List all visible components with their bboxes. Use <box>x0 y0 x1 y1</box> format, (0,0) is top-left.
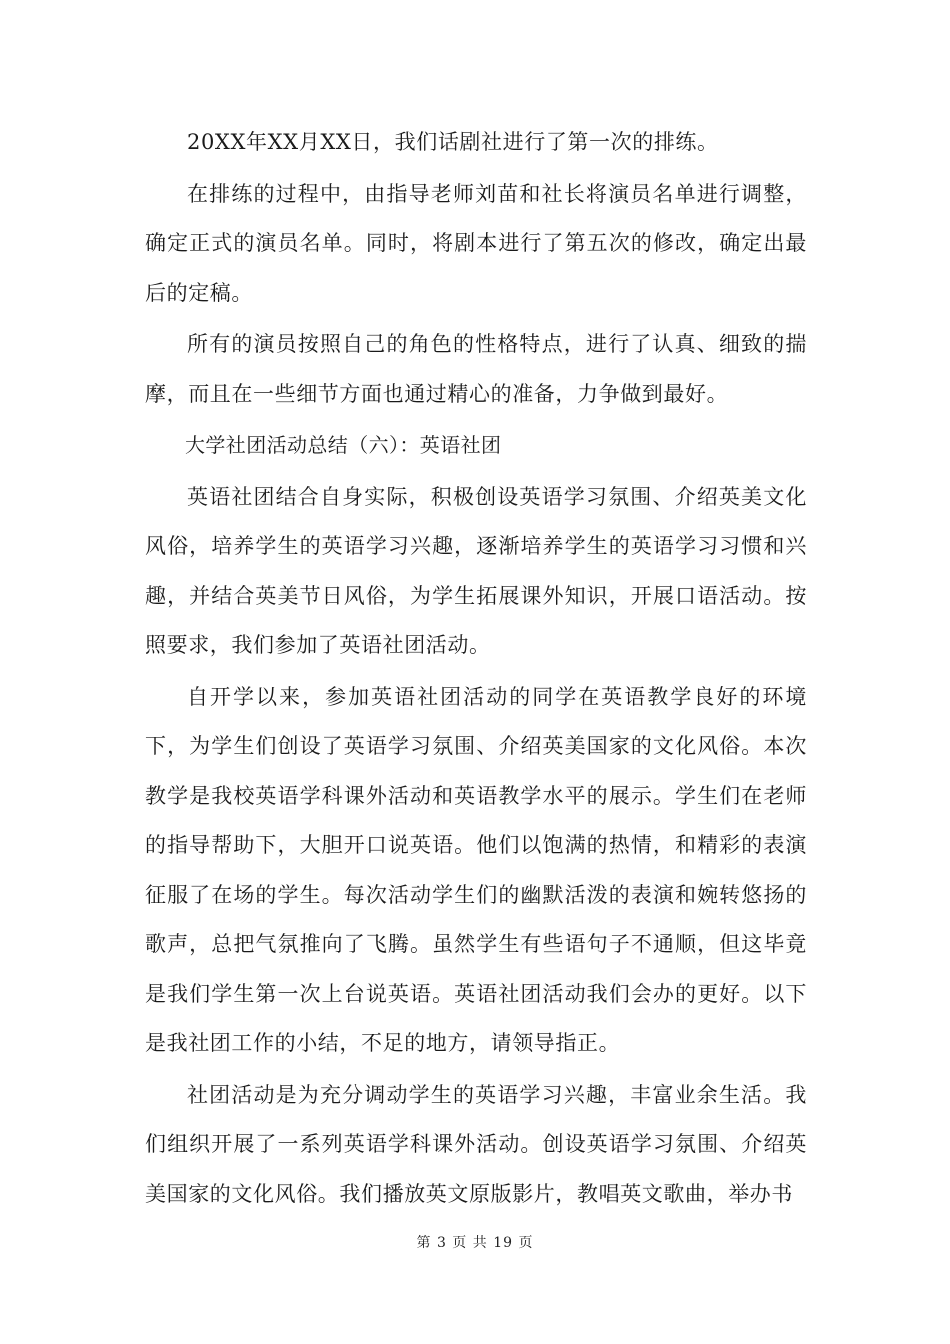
paragraph-club-purpose: 社团活动是为充分调动学生的英语学习兴趣，丰富业余生活。我们组织开展了一系列英语学科课外活动。创设英语学习氛围、介绍英美国家的文化风俗。我们播放英文原版影片，教唱英文歌曲，举办书 <box>145 1082 807 1206</box>
section-heading: 大学社团活动总结（六）：英语社团 <box>185 433 502 457</box>
page-number: 第 3 页 共 19 页 <box>416 1235 534 1251</box>
paragraph-actors: 所有的演员按照自己的角色的性格特点，进行了认真、细致的揣摩，而且在一些细节方面也通过精心的准备，力争做到最好。 <box>145 332 807 406</box>
paragraph-english-club-activities: 自开学以来，参加英语社团活动的同学在英语教学良好的环境下，为学生们创设了英语学习氛围、介绍英美国家的文化风俗。本次教学是我校英语学科课外活动和英语教学水平的展示。学生们在老师的指导帮助下，大胆开口说英语。他们以饱满的热情，和精彩的表演征服了在场的学生。每次活动学生们的幽默活泼的表演和婉转悠扬的歌声，总把气氛推向了飞腾。虽然学生有些语句子不通顺，但这毕竟是我们学生第一次上台说英语。英语社团活动我们会办的更好。以下是我社团工作的小结，不足的地方，请领导指正。 <box>145 684 807 1055</box>
paragraph-english-club-intro: 英语社团结合自身实际，积极创设英语学习氛围、介绍英美文化风俗，培养学生的英语学习兴趣，逐渐培养学生的英语学习习惯和兴趣，并结合英美节日风俗，为学生拓展课外知识，开展口语活动。按照要求，我们参加了英语社团活动。 <box>145 484 807 657</box>
paragraph-rehearsal-process: 在排练的过程中，由指导老师刘苗和社长将演员名单进行调整，确定正式的演员名单。同时，将剧本进行了第五次的修改，确定出最后的定稿。 <box>145 181 807 305</box>
document-body <box>145 118 807 1221</box>
paragraph-rehearsal-date: 20XX年XX月XX日，我们话剧社进行了第一次的排练。 <box>187 130 719 154</box>
